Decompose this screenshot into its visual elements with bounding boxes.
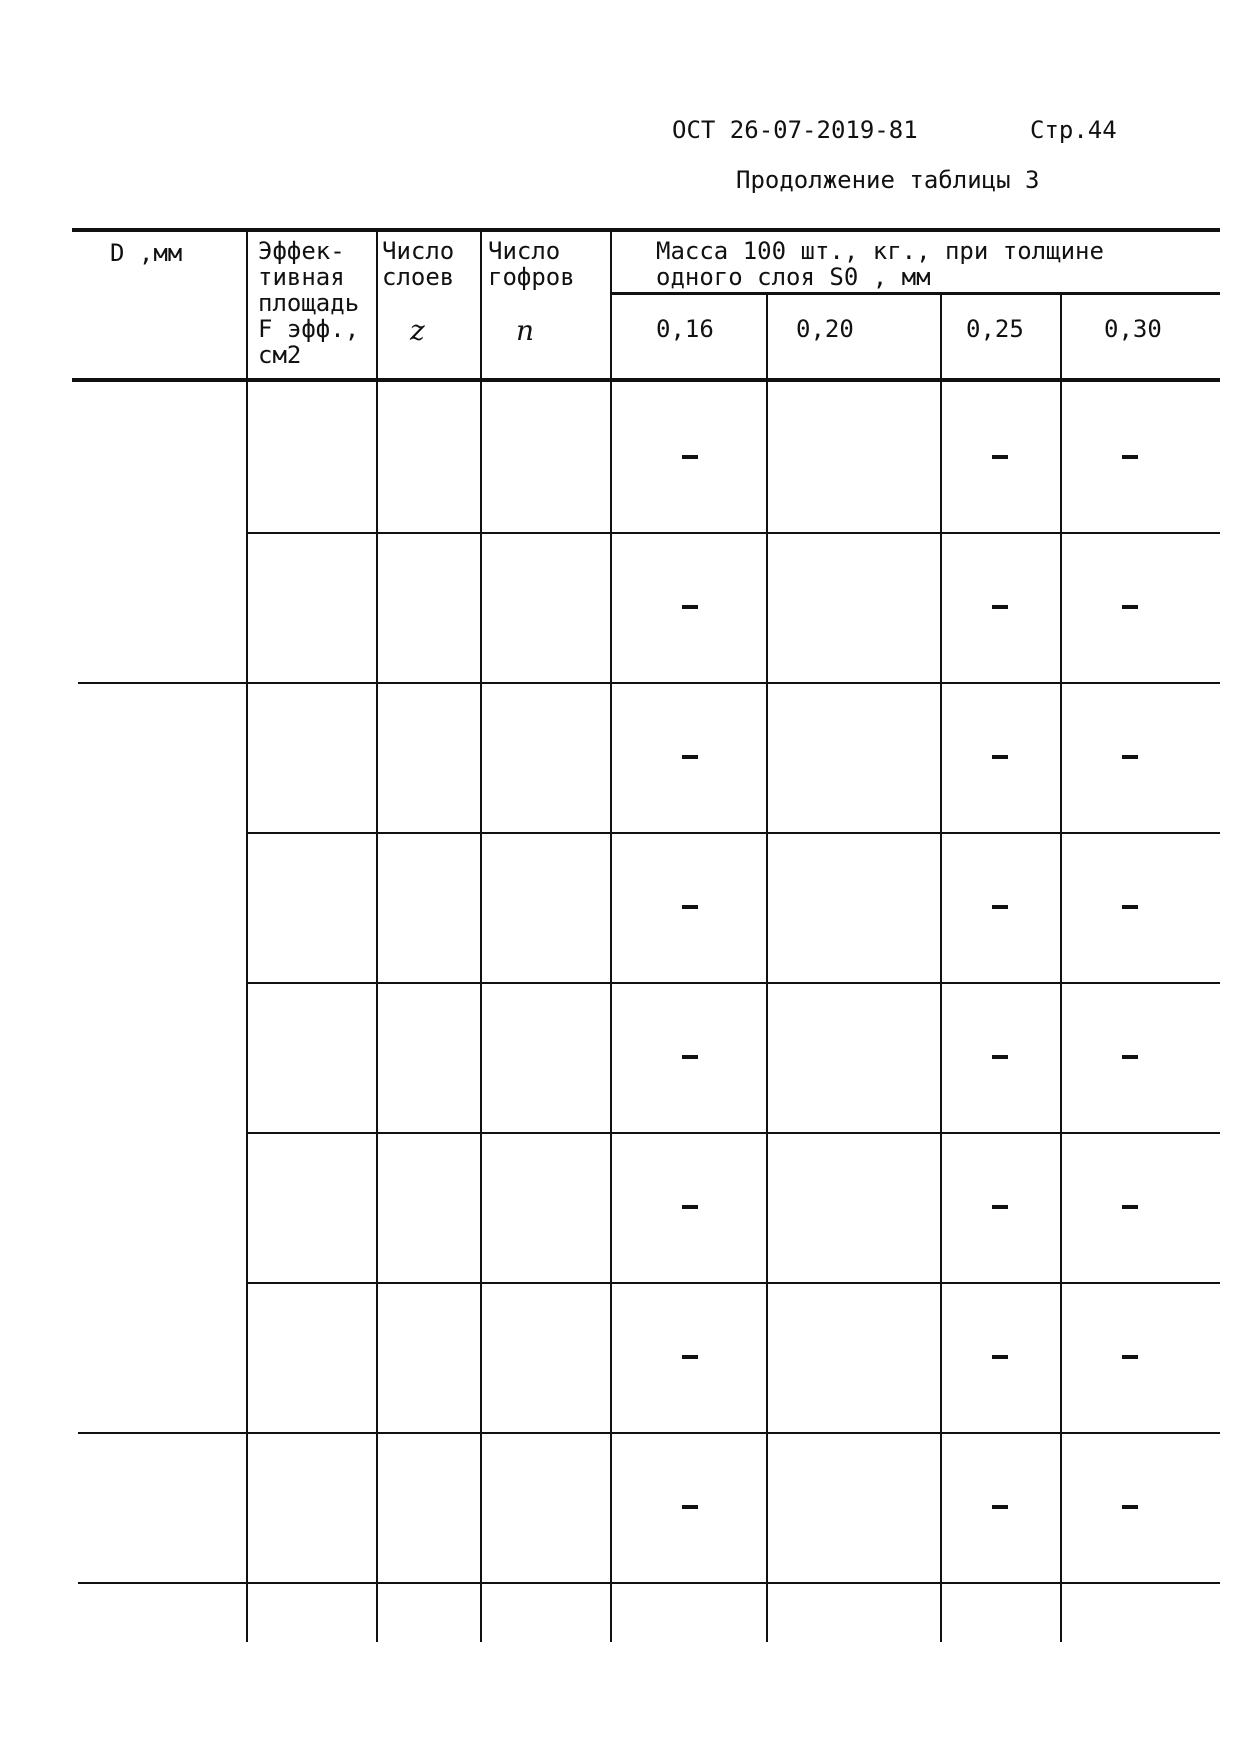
page-number: Стр.44 bbox=[1030, 116, 1117, 144]
header-area bbox=[258, 238, 359, 368]
header-divider bbox=[610, 230, 612, 378]
cell-mass-030 bbox=[1122, 1355, 1138, 1359]
group-rule bbox=[78, 1432, 1220, 1434]
header-area-line: Эффек- bbox=[258, 237, 345, 265]
cell-mass-030 bbox=[1122, 905, 1138, 909]
group-rule bbox=[246, 1282, 1220, 1284]
cell-mass-030 bbox=[1122, 1205, 1138, 1209]
header-diameter bbox=[110, 240, 182, 266]
column-divider bbox=[766, 382, 768, 1642]
group-rule bbox=[246, 1132, 1220, 1134]
table-top-rule bbox=[72, 228, 1220, 232]
header-diameter-label: D ,мм bbox=[110, 239, 183, 267]
cell-mass-016 bbox=[682, 905, 698, 909]
header-area-line: площадь bbox=[258, 289, 360, 317]
cell-mass-030 bbox=[1122, 605, 1138, 609]
cell-mass-025 bbox=[992, 605, 1008, 609]
column-divider bbox=[940, 382, 942, 1642]
column-divider bbox=[376, 382, 378, 1642]
cell-mass-016 bbox=[682, 755, 698, 759]
header-corrugations-symbol: n bbox=[516, 314, 535, 347]
cell-mass-016 bbox=[682, 455, 698, 459]
header-divider bbox=[1060, 294, 1062, 378]
header-mass-line: одного слоя S0 , мм bbox=[656, 263, 931, 291]
cell-mass-030 bbox=[1122, 1055, 1138, 1059]
cell-mass-030 bbox=[1122, 1505, 1138, 1509]
header-layers-line: Число bbox=[382, 237, 455, 265]
cell-mass-016 bbox=[682, 1205, 698, 1209]
header-bottom-rule bbox=[72, 378, 1220, 382]
header-corrugations bbox=[488, 238, 575, 290]
cell-mass-025 bbox=[992, 1505, 1008, 1509]
cell-mass-016 bbox=[682, 1505, 698, 1509]
mass-header-rule bbox=[612, 292, 1220, 295]
header-divider bbox=[246, 230, 248, 378]
group-rule bbox=[246, 832, 1220, 834]
header-layers-line: слоев bbox=[382, 263, 455, 291]
group-rule bbox=[246, 532, 1220, 534]
cell-mass-025 bbox=[992, 755, 1008, 759]
header-mass bbox=[656, 238, 1104, 290]
header-thickness-030: 0,30 bbox=[1104, 315, 1162, 343]
cell-mass-025 bbox=[992, 1205, 1008, 1209]
header-layers-symbol: z bbox=[410, 314, 425, 347]
header-area-line: F эфф., bbox=[258, 315, 360, 343]
header-thickness-020: 0,20 bbox=[796, 315, 854, 343]
cell-mass-030 bbox=[1122, 755, 1138, 759]
column-divider bbox=[610, 382, 612, 1642]
column-divider bbox=[246, 382, 248, 1642]
header-layers bbox=[382, 238, 454, 290]
header-divider bbox=[940, 294, 942, 378]
header-corrugations-line: Число bbox=[488, 237, 561, 265]
header-divider bbox=[766, 294, 768, 378]
group-rule bbox=[78, 1582, 1220, 1584]
column-divider bbox=[1060, 382, 1062, 1642]
cell-mass-016 bbox=[682, 1055, 698, 1059]
group-rule bbox=[246, 982, 1220, 984]
cell-mass-016 bbox=[682, 605, 698, 609]
header-thickness-016: 0,16 bbox=[656, 315, 714, 343]
cell-mass-025 bbox=[992, 1055, 1008, 1059]
header-corrugations-line: гофров bbox=[488, 263, 575, 291]
cell-mass-025 bbox=[992, 1355, 1008, 1359]
cell-mass-025 bbox=[992, 905, 1008, 909]
header-divider bbox=[480, 230, 482, 378]
header-area-line: тивная bbox=[258, 263, 345, 291]
cell-mass-016 bbox=[682, 1355, 698, 1359]
cell-mass-030 bbox=[1122, 455, 1138, 459]
header-mass-line: Масса 100 шт., кг., при толщине bbox=[656, 237, 1104, 265]
column-divider bbox=[480, 382, 482, 1642]
header-area-line: см2 bbox=[258, 341, 302, 369]
table-caption: Продолжение таблицы 3 bbox=[736, 166, 1040, 194]
cell-mass-025 bbox=[992, 455, 1008, 459]
header-divider bbox=[376, 230, 378, 378]
document-code: ОСТ 26-07-2019-81 bbox=[672, 116, 918, 144]
group-rule bbox=[78, 682, 1220, 684]
header-thickness-025: 0,25 bbox=[966, 315, 1024, 343]
